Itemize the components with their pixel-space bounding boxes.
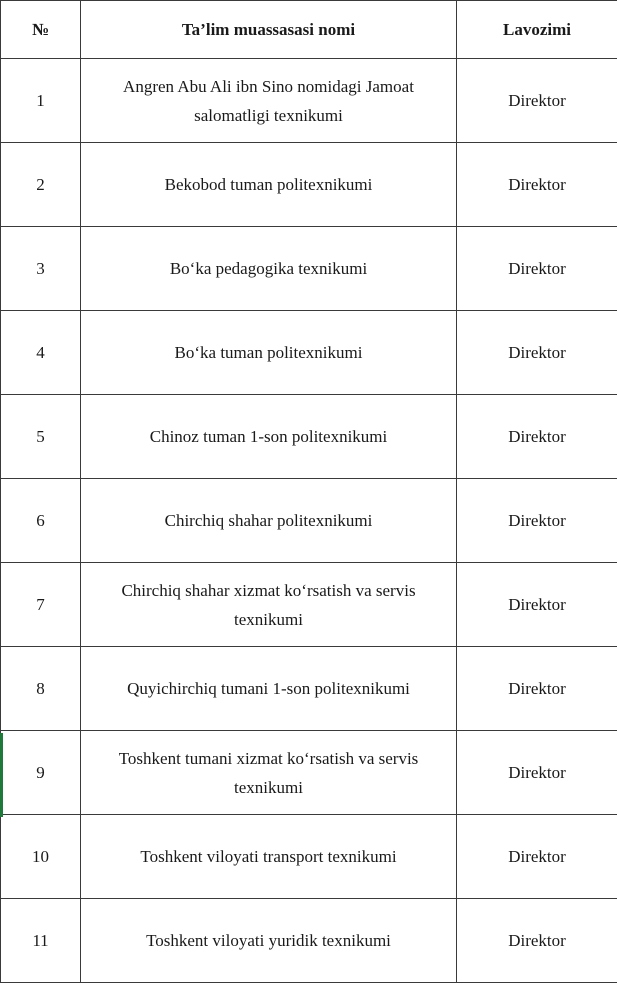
table-row — [1, 227, 617, 311]
table-header — [1, 1, 617, 59]
row-number: 1 — [1, 59, 81, 143]
table-row — [1, 59, 617, 143]
table-row — [1, 395, 617, 479]
position: Direktor — [457, 59, 617, 143]
table-row — [1, 647, 617, 731]
table-row — [1, 563, 617, 647]
position: Direktor — [457, 479, 617, 563]
position: Direktor — [457, 563, 617, 647]
institution-name: Chinoz tuman 1-son politexnikumi — [81, 395, 457, 479]
row-number: 3 — [1, 227, 81, 311]
institution-name: Chirchiq shahar politexnikumi — [81, 479, 457, 563]
row-number: 8 — [1, 647, 81, 731]
header-institution-name: Ta’lim muassasasi nomi — [81, 1, 457, 59]
position: Direktor — [457, 395, 617, 479]
position: Direktor — [457, 731, 617, 815]
table-row — [1, 479, 617, 563]
institution-name: Toshkent viloyati yuridik texnikumi — [81, 899, 457, 983]
row-number: 11 — [1, 899, 81, 983]
institution-name: Bo‘ka pedagogika texnikumi — [81, 227, 457, 311]
position: Direktor — [457, 815, 617, 899]
table-row — [1, 143, 617, 227]
position: Direktor — [457, 311, 617, 395]
institution-name: Angren Abu Ali ibn Sino nomidagi Jamoat salomatligi texnikumi — [81, 59, 457, 143]
row-number: 6 — [1, 479, 81, 563]
row-highlight-marker — [0, 733, 3, 817]
header-position: Lavozimi — [457, 1, 617, 59]
row-number: 10 — [1, 815, 81, 899]
table-row — [1, 815, 617, 899]
row-number: 2 — [1, 143, 81, 227]
header-number: № — [1, 1, 81, 59]
row-number: 7 — [1, 563, 81, 647]
institution-name: Bekobod tuman politexnikumi — [81, 143, 457, 227]
table-row — [1, 311, 617, 395]
institution-name: Toshkent viloyati transport texnikumi — [81, 815, 457, 899]
table-row — [1, 731, 617, 815]
institution-name: Toshkent tumani xizmat ko‘rsatish va servis texnikumi — [81, 731, 457, 815]
institution-name: Chirchiq shahar xizmat ko‘rsatish va servis texnikumi — [81, 563, 457, 647]
position: Direktor — [457, 899, 617, 983]
position: Direktor — [457, 227, 617, 311]
position: Direktor — [457, 647, 617, 731]
row-number: 9 — [1, 731, 81, 815]
row-number: 4 — [1, 311, 81, 395]
row-number: 5 — [1, 395, 81, 479]
header-row — [1, 1, 617, 59]
table-row — [1, 899, 617, 983]
table-body — [1, 59, 617, 983]
institution-name: Quyichirchiq tumani 1-son politexnikumi — [81, 647, 457, 731]
position: Direktor — [457, 143, 617, 227]
institution-name: Bo‘ka tuman politexnikumi — [81, 311, 457, 395]
